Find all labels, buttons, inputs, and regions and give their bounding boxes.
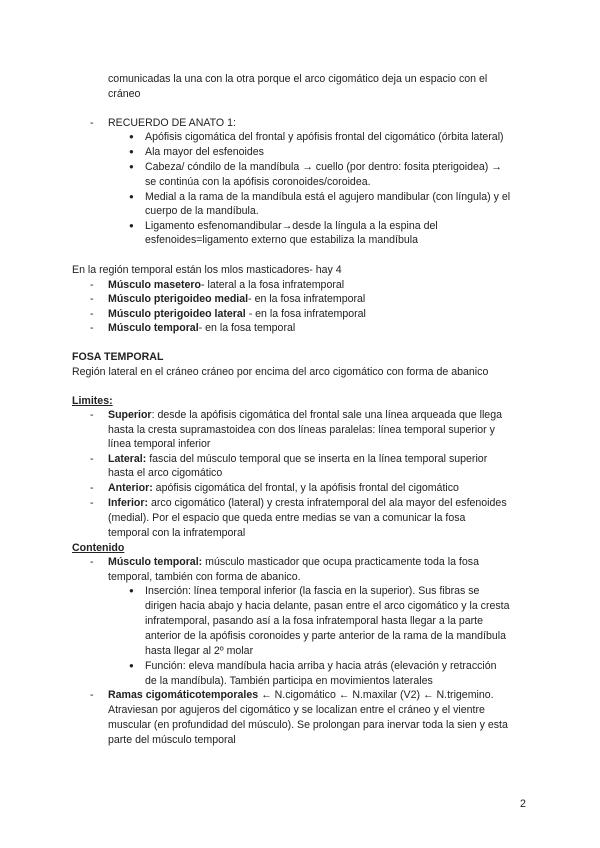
list-item: Ligamento esfenomandibular→desde la língula a la espina del (145, 220, 438, 232)
contenido-heading: Contenido (72, 542, 125, 554)
muscle-name: Músculo temporal (108, 322, 199, 334)
section-heading: FOSA TEMPORAL (72, 351, 164, 363)
limit-text: fascia del músculo temporal que se inserta en la línea temporal superior (146, 453, 488, 465)
bullet-icon: ● (129, 132, 134, 141)
muscle-name: Músculo pterigoideo medial (108, 293, 249, 305)
list-dash: - (90, 453, 94, 465)
bullet-icon: ● (129, 162, 134, 171)
muscle-location: - en la fosa infratemporal (248, 293, 366, 305)
limit-continuation: temporal con la infratemporal (108, 527, 246, 539)
bullet-icon: ● (129, 147, 134, 156)
list-dash: - (90, 689, 94, 701)
content-text: músculo masticador que ocupa practicamente toda la fosa (202, 556, 479, 568)
sub-item-continuation: hasta llegar al 2º molar (145, 645, 254, 657)
list-dash: - (90, 322, 94, 334)
bullet-icon: ● (129, 192, 134, 201)
limit-continuation: (medial). Por el espacio que queda entre medias se van a comunicar la fosa (108, 512, 466, 524)
bullet-icon: ● (129, 586, 134, 595)
content-continuation: muscular (en profundidad del músculo). Se prolongan para inervar toda la sien y esta (108, 719, 508, 731)
list-item-continuation: se continúa con la apófisis coronoides/coroidea. (145, 176, 371, 188)
section-description: Región lateral en el cráneo cráneo por encima del arco cigomático con forma de abanico (72, 366, 489, 378)
limit-text: apófisis cigomática del frontal, y la apófisis frontal del cigomático (152, 482, 459, 494)
list-dash: - (90, 308, 94, 320)
list-dash: - (90, 497, 94, 509)
limit-label: Superior (108, 409, 152, 421)
content-continuation: parte del músculo temporal (108, 734, 236, 746)
list-dash: - (90, 293, 94, 305)
content-item (108, 555, 479, 569)
bullet-icon: ● (129, 661, 134, 670)
sub-item: Función: eleva mandíbula hacia arriba y hacia atrás (elevación y retracción (145, 660, 497, 672)
sub-item: Inserción: línea temporal inferior (la fascia en la superior). Sus fibras se (145, 585, 480, 597)
sub-item-continuation: anterior de la apófisis coronoides y parte anterior de la rama de la mandíbula (145, 630, 506, 642)
content-label: Ramas cigomáticotemporales (108, 689, 259, 701)
limites-heading: Limites: (72, 395, 113, 407)
muscle-item (108, 278, 344, 292)
list-item: Ala mayor del esfenoides (145, 146, 264, 158)
list-item: Cabeza/ cóndilo de la mandíbula → cuello (por dentro: fosita pterigoidea) → (145, 161, 502, 173)
content-item (108, 688, 494, 702)
page-number: 2 (520, 798, 526, 810)
limit-continuation: hasta la cresta supramastoidea con dos líneas paralelas: línea temporal superior y (108, 424, 495, 436)
limit-continuation: hasta el arco cigomático (108, 467, 223, 479)
muscle-item (108, 321, 295, 335)
content-continuation: Atraviesan por agujeros del cigomático y se localizan entre el cráneo y el vientre (108, 704, 485, 716)
limit-item (108, 408, 502, 422)
list-dash: - (90, 279, 94, 291)
list-dash: - (90, 482, 94, 494)
list-item: Apófisis cigomática del frontal y apófisis frontal del cigomático (órbita lateral) (145, 131, 504, 143)
intro-line: cráneo (108, 88, 141, 100)
region-intro: En la región temporal están los mlos masticadores- hay 4 (72, 264, 342, 276)
recuerdo-title: RECUERDO DE ANATO 1: (108, 117, 236, 129)
list-dash: - (90, 556, 94, 568)
list-item-continuation: esfenoides=ligamento externo que estabiliza la mandíbula (145, 234, 418, 246)
limit-label: Lateral: (108, 453, 147, 465)
limit-item (108, 496, 507, 510)
intro-line: comunicadas la una con la otra porque el arco cigomático deja un espacio con el (108, 73, 488, 85)
muscle-location: - lateral a la fosa infratemporal (201, 279, 345, 291)
muscle-name: Músculo masetero (108, 279, 202, 291)
content-text: ← N.cigomático ← N.maxilar (V2) ← N.trigemino. (258, 689, 494, 701)
content-label: Músculo temporal: (108, 556, 203, 568)
bullet-icon: ● (129, 221, 134, 230)
muscle-name: Músculo pterigoideo lateral (108, 308, 246, 320)
limit-label: Anterior: (108, 482, 153, 494)
muscle-location: - en la fosa infratemporal (245, 308, 366, 320)
limit-label: Inferior: (108, 497, 149, 509)
muscle-location: - en la fosa temporal (198, 322, 296, 334)
limit-continuation: línea temporal inferior (108, 438, 211, 450)
list-item-continuation: cuerpo de la mandíbula. (145, 205, 259, 217)
limit-text: arco cigomático (lateral) y cresta infratemporal del ala mayor del esfenoides (148, 497, 507, 509)
sub-item-continuation: dirigen hacia abajo y hacia delante, pasan entre el arco cigomático y la cresta (145, 600, 510, 612)
limit-text: : desde la apófisis cigomática del frontal sale una línea arqueada que llega (151, 409, 502, 421)
limit-item (108, 481, 459, 495)
muscle-item (108, 292, 365, 306)
list-dash: - (90, 117, 94, 129)
sub-item-continuation: infratemporal, pasando así a la fosa infratemporal hasta llegar a la parte (145, 615, 484, 627)
list-item: Medial a la rama de la mandíbula está el agujero mandibular (con língula) y el (145, 191, 511, 203)
content-continuation: temporal, también con forma de abanico. (108, 571, 301, 583)
limit-item (108, 452, 487, 466)
sub-item-continuation: de la mandíbula). También participa en movimientos laterales (145, 675, 433, 687)
muscle-item (108, 307, 366, 321)
list-dash: - (90, 409, 94, 421)
